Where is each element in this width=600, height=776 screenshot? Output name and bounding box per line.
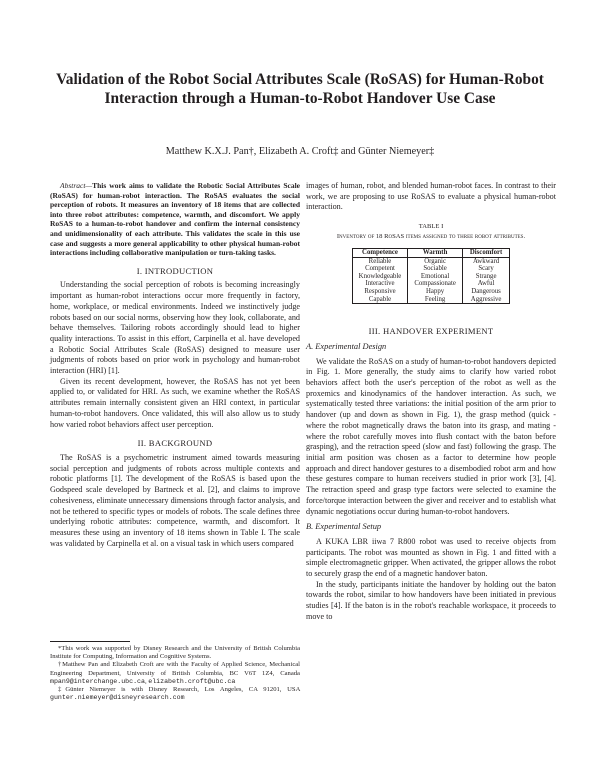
email-link[interactable]: gunter.niemeyer@disneyresearch.com	[50, 694, 185, 702]
abstract	[50, 181, 300, 258]
table-cell: Aggressive	[462, 296, 509, 304]
footnote-rule	[50, 641, 130, 642]
table-row	[352, 296, 510, 304]
paper-title: Validation of the Robot Social Attributes Scale (RoSAS) for Human-Robot Interaction through a Human-to-Robot Handover Use Case	[56, 71, 544, 107]
table-header-row	[352, 249, 510, 258]
footnote-text: ‡Günter Niemeyer is with Disney Research, Los Angeles, CA 91201, USA	[58, 686, 300, 694]
paragraph: We validate the RoSAS on a study of human-to-robot handovers depicted in Fig. 1. More generally, the study aims to clarify how varied robot behaviors affect both the user's perception of the robot as well as the proxemics and kinodynamics of the handover interaction. As such, we systematically tested three variations: the initial position of the arm prior to handover (up and down as shown in Fig. 1), the grasp method (quick - where the robot magnetically draws the baton into its grasp, and mating - where the robot carefully moves into flush contact with the baton before grasping), and the retraction speed (slow and fast) following the grasp. The initial arm position was chosen as a factor to determine how people approach and direct handover gestures to a disembodied robot arm and how these gestures compare to human receivers studied in prior work [3], [4]. The retraction speed and grasp type factors were selected to examine the force/torque interaction between the giver and receiver and to establish what dynamic negotiations occur during human-to-robot handovers.	[306, 356, 556, 516]
table-cell: Strange	[462, 273, 509, 281]
rosas-items-table	[352, 248, 511, 304]
section-heading-handover-experiment: III. HANDOVER EXPERIMENT	[368, 326, 494, 337]
table-cell: Dangerous	[462, 288, 509, 296]
footnote	[50, 686, 300, 702]
table-cell: Responsive	[352, 288, 408, 296]
table-caption	[306, 222, 556, 241]
subsection-heading-experimental-setup: B. Experimental Setup	[306, 522, 382, 532]
table-row	[352, 280, 510, 288]
table-cell: Competent	[352, 265, 408, 273]
paragraph: Given its recent development, however, the RoSAS has not yet been applied to, or validated for HRI. As such, we examine whether the RoSAS attributes remain internally consistent given an HRI context, in particular human-to-robot handovers. Once validated, this will also allow us to study how varied robot behaviors affect user perception.	[50, 376, 300, 429]
section-heading-introduction: I. INTRODUCTION	[136, 265, 214, 276]
footnote: †Matthew Pan and Elizabeth Croft are with the Faculty of Applied Science, Mechanical Engineering Department, University of British Columbia, BC V6T 1Z4, Canada mpan9@interchange.ubc.ca, elizabeth.croft@ubc.ca	[50, 661, 300, 685]
email-link[interactable]: mpan9@interchange.ubc.ca	[50, 677, 145, 685]
table-cell: Awful	[462, 280, 509, 288]
table-cell: Interactive	[352, 280, 408, 288]
table-cell: Knowledgeable	[352, 273, 408, 281]
table-cell: Happy	[408, 288, 463, 296]
table-caption-text: Inventory of 18 RoSAS items assigned to three robot attributes.	[336, 232, 526, 240]
section-heading-background: II. BACKGROUND	[137, 438, 213, 449]
paragraph: In the study, participants initiate the handover by holding out the baton towards the robot, similar to how handovers have been initiated in previous studies [4]. If the baton is in the robot's reachable workspace, it proceeds to move to	[306, 579, 556, 621]
table-row	[352, 288, 510, 296]
table-cell: Awkward	[462, 257, 509, 265]
table-cell: Compassionate	[408, 280, 463, 288]
table-cell: Feeling	[408, 296, 463, 304]
footnotes	[50, 641, 300, 702]
left-column	[50, 181, 300, 549]
table-cell: Reliable	[352, 257, 408, 265]
author-list: Matthew K.X.J. Pan†, Elizabeth A. Croft‡ and Günter Niemeyer‡	[165, 146, 435, 157]
table-row	[352, 273, 510, 281]
table-header-cell: Warmth	[408, 249, 463, 258]
table-cell: Sociable	[408, 265, 463, 273]
table-row	[352, 257, 510, 265]
subsection-heading-experimental-design: A. Experimental Design	[306, 341, 387, 351]
paragraph: A KUKA LBR iiwa 7 R800 robot was used to receive objects from participants. The robot was mounted as shown in Fig. 1 and fitted with a simple electromagnetic gripper. When activated, the gripper allows the robot to securely grasp the end of a magnetic handover baton.	[306, 536, 556, 579]
abstract-lead: Abstract—	[60, 181, 93, 190]
right-column	[306, 181, 556, 623]
table-label: TABLE I	[418, 223, 444, 231]
table-row	[352, 265, 510, 273]
footnote: *This work was supported by Disney Research and the University of British Columbia Institute for Computing, Information and Cognitive Systems.	[50, 645, 300, 661]
table-cell: Scary	[462, 265, 509, 273]
table-cell: Emotional	[408, 273, 463, 281]
table-cell: Capable	[352, 296, 408, 304]
footnote-text: †Matthew Pan and Elizabeth Croft are with the Faculty of Applied Science, Mechanical Engineering Department, University of British Columbia, BC V6T 1Z4, Canada	[50, 661, 300, 677]
paragraph: images of human, robot, and blended human-robot faces. In contrast to their work, we are proposing to use RoSAS to evaluate a physical human-robot interaction.	[306, 181, 556, 212]
abstract-text: This work aims to validate the Robotic Social Attributes Scale (RoSAS) for human-robot interaction. The RoSAS evaluates the social perception of robots. It measures an inventory of 18 items that are collected into three robot attributes: competence, warmth, and discomfort. We apply RoSAS to a human-to-robot handover and confirm the internal consistency and unidimensionality of each attribute. This validates the scale in this use case and suggests a more general applicability to other physical human-robot interactions including collaborative manipulation or turn-taking tasks.	[50, 181, 300, 258]
email-link[interactable]: elizabeth.croft@ubc.ca	[148, 677, 236, 685]
table-cell: Organic	[408, 257, 463, 265]
paragraph: Understanding the social perception of robots is becoming increasingly important as human-robot interactions occur more frequently in factory, home, workplace, or medical environments. Indeed we instinctively judge robots based on our social norms, observing how they look, collaborate, and behave themselves. Tailoring robots accordingly should lead to higher quality interactions. To assist in this effort, Carpinella et al. have developed a Robotic Social Attributes Scale (RoSAS) designed to measure user judgments of robots based on prior work in psychology and human-robot interaction (HRI) [1].	[50, 280, 300, 376]
paragraph: The RoSAS is a psychometric instrument aimed towards measuring social perception and judgments of robots across multiple contexts and robotic platforms [1]. The development of the RoSAS is based upon the Godspeed scale developed by Bartneck et al. [2], and claims to improve cohesiveness, eliminate unnecessary dimensions through factor analysis, and not be tethered to specific types or models of robots. The scale defines three underlying robotic attributes: competence, warmth, and discomfort. It measures these using an inventory of 18 items shown in Table I. The scale was validated by Carpinella et al. on a visual task in which users compared	[50, 453, 300, 548]
table-header-cell: Discomfort	[462, 249, 509, 258]
table-header-cell: Competence	[352, 249, 408, 258]
